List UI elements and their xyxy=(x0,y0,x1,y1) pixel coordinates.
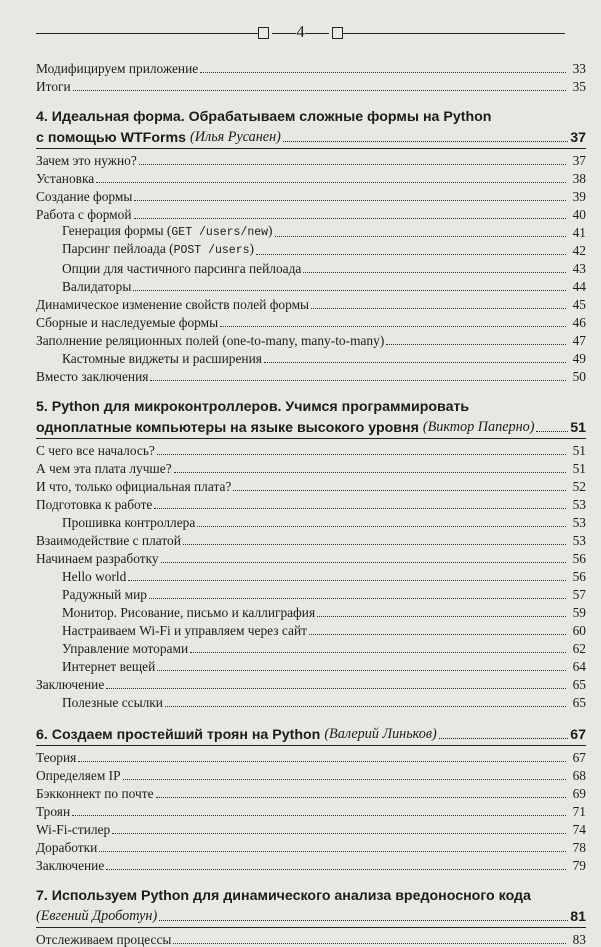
toc-entry[interactable] xyxy=(36,620,586,638)
toc-entry-page: 74 xyxy=(572,822,586,837)
dot-leader xyxy=(233,489,566,491)
dot-leader xyxy=(133,289,566,291)
dot-leader xyxy=(386,343,566,345)
section-title-line2: с помощью WTForms xyxy=(36,130,187,146)
toc-entry-page: 44 xyxy=(572,279,586,294)
toc-entry[interactable] xyxy=(36,837,586,855)
toc-entry[interactable] xyxy=(36,222,586,240)
toc-entry-page: 65 xyxy=(572,677,586,692)
toc-entry[interactable] xyxy=(36,656,586,674)
toc-entry-page: 57 xyxy=(572,587,586,602)
dot-leader xyxy=(73,89,566,91)
toc-entry-page: 37 xyxy=(572,153,586,168)
toc-entry[interactable] xyxy=(36,819,586,837)
section-author: (Илья Русанен) xyxy=(190,129,281,145)
dot-leader xyxy=(264,361,566,363)
dot-leader xyxy=(256,253,566,255)
toc-entry-page: 56 xyxy=(572,551,586,566)
toc-entry-page: 40 xyxy=(572,207,586,222)
toc-entry-title: Создание формы xyxy=(36,189,133,204)
dot-leader xyxy=(96,181,566,183)
toc-entry-page: 67 xyxy=(572,750,586,765)
toc-entry-page: 45 xyxy=(572,297,586,312)
toc-entry-title-after: ) xyxy=(268,223,273,238)
toc-entry[interactable] xyxy=(36,294,586,312)
section-heading[interactable] xyxy=(36,127,586,146)
section-rule xyxy=(36,745,586,746)
toc-entry-page: 51 xyxy=(572,443,586,458)
dot-leader xyxy=(303,271,566,273)
section-author: (Валерий Линьков) xyxy=(324,726,437,742)
toc-entry-page: 52 xyxy=(572,479,586,494)
dot-leader xyxy=(174,471,566,473)
toc-entry-page: 53 xyxy=(572,515,586,530)
toc-entry-title: Итоги xyxy=(36,79,71,94)
dot-leader xyxy=(161,561,566,563)
toc-entry-title: Wi-Fi-стилер xyxy=(36,822,111,837)
dot-leader xyxy=(200,71,566,73)
dot-leader xyxy=(78,760,566,762)
toc-entry[interactable] xyxy=(36,602,586,620)
dot-leader xyxy=(157,453,566,455)
dot-leader xyxy=(112,832,566,834)
toc-entry-title: Зачем это нужно? xyxy=(36,153,137,168)
toc-entry-page: 46 xyxy=(572,315,586,330)
toc-entry-page: 53 xyxy=(572,533,586,548)
toc-entry[interactable] xyxy=(36,929,586,947)
dot-leader xyxy=(106,687,566,689)
section-heading[interactable] xyxy=(36,906,586,925)
toc-entry[interactable] xyxy=(36,530,586,548)
section-page: 67 xyxy=(570,727,586,743)
dot-leader xyxy=(190,651,566,653)
dot-leader xyxy=(197,525,566,527)
toc-entry-title: Hello world xyxy=(62,569,127,584)
section-rule xyxy=(36,927,586,928)
toc-entry-title: Установка xyxy=(36,171,95,186)
toc-entry-page: 83 xyxy=(572,932,586,947)
dot-leader xyxy=(149,597,566,599)
toc-entry-title: Полезные ссылки xyxy=(62,695,163,710)
toc-entry-page: 68 xyxy=(572,768,586,783)
dot-leader xyxy=(156,796,566,798)
toc-entry[interactable] xyxy=(36,674,586,692)
toc-entry-title: Троян xyxy=(36,804,71,819)
dot-leader xyxy=(173,942,566,944)
toc-entry[interactable] xyxy=(36,512,586,530)
toc-entry-title: Заключение xyxy=(36,677,105,692)
toc-entry[interactable] xyxy=(36,366,586,384)
section-rule xyxy=(36,438,586,439)
dot-leader xyxy=(275,235,567,237)
dot-leader xyxy=(439,737,568,739)
toc-entry[interactable] xyxy=(36,783,586,801)
dot-leader xyxy=(139,163,566,165)
dot-leader xyxy=(99,850,566,852)
toc-entry-title xyxy=(62,241,256,258)
toc-entry-page: 53 xyxy=(572,497,586,512)
section-title: 6. Создаем простейший троян на Python xyxy=(36,727,321,743)
dot-leader xyxy=(72,814,566,816)
toc-entry-title: Радужный мир xyxy=(62,587,147,602)
toc-entry-title: Интернет вещей xyxy=(62,659,156,674)
section-title-line1[interactable]: 5. Python для микроконтроллеров. Учимся программировать xyxy=(36,399,470,415)
toc-entry-page: 42 xyxy=(572,243,586,258)
dot-leader xyxy=(106,868,566,870)
toc-entry[interactable] xyxy=(36,258,586,276)
toc-entry-title xyxy=(62,223,275,240)
toc-entry-page: 56 xyxy=(572,569,586,584)
toc-entry-title: Валидаторы xyxy=(62,279,132,294)
toc-entry[interactable] xyxy=(36,150,586,168)
dot-leader xyxy=(283,140,568,142)
toc-entry-page: 50 xyxy=(572,369,586,384)
toc-entry[interactable] xyxy=(36,458,586,476)
toc-entry-code: POST /users xyxy=(173,244,250,257)
toc-entry-page: 41 xyxy=(572,225,586,240)
toc-entry[interactable] xyxy=(36,276,586,294)
toc-entry[interactable] xyxy=(36,240,586,258)
toc-entry[interactable] xyxy=(36,566,586,584)
toc-entry-title: Доработки xyxy=(36,840,98,855)
toc-entry[interactable] xyxy=(36,476,586,494)
toc-entry-title: Модифицируем приложение xyxy=(36,61,199,76)
dot-leader xyxy=(123,778,566,780)
toc-entry[interactable] xyxy=(36,186,586,204)
toc-entry-page: 43 xyxy=(572,261,586,276)
dot-leader xyxy=(165,705,566,707)
toc-entry-title: Теория xyxy=(36,750,77,765)
toc-entry-title: Кастомные виджеты и расширения xyxy=(62,351,262,366)
dot-leader xyxy=(311,307,566,309)
toc-entry[interactable] xyxy=(36,548,586,566)
toc-entry-title: Подготовка к работе xyxy=(36,497,153,512)
dot-leader xyxy=(134,199,566,201)
toc-entry-page: 39 xyxy=(572,189,586,204)
section-rule xyxy=(36,148,586,149)
toc-entry-page: 35 xyxy=(572,79,586,94)
toc-entry-title: Начинаем разработку xyxy=(36,551,159,566)
dot-leader xyxy=(157,669,566,671)
toc-entry-title-text: Парсинг пейлоада ( xyxy=(62,241,174,256)
toc-entry-title: Монитор. Рисование, письмо и каллиграфия xyxy=(62,605,316,620)
toc-entry-page: 78 xyxy=(572,840,586,855)
toc-entry[interactable] xyxy=(36,330,586,348)
dot-leader xyxy=(309,633,566,635)
toc-entry-title: Настраиваем Wi-Fi и управляем через сайт xyxy=(62,623,307,638)
toc-entry[interactable] xyxy=(36,440,586,458)
dot-leader xyxy=(134,217,566,219)
dot-leader xyxy=(536,430,568,432)
table-of-contents xyxy=(36,58,586,947)
toc-entry-page: 64 xyxy=(572,659,586,674)
toc-entry-title: Заполнение реляционных полей (one-to-many, many-to-many) xyxy=(36,333,385,348)
toc-entry-page: 65 xyxy=(572,695,586,710)
toc-entry[interactable] xyxy=(36,348,586,366)
dot-leader xyxy=(159,919,568,921)
section-title-line1[interactable]: 7. Используем Python для динамического анализа вредоносного кода xyxy=(36,888,531,904)
dot-leader xyxy=(220,325,566,327)
toc-entry[interactable] xyxy=(36,168,586,186)
toc-entry[interactable] xyxy=(36,765,586,783)
toc-entry[interactable] xyxy=(36,312,586,330)
section-title-line1[interactable]: 4. Идеальная форма. Обрабатываем сложные формы на Python xyxy=(36,109,492,125)
section-page: 81 xyxy=(570,909,586,925)
dot-leader xyxy=(128,579,566,581)
toc-entry[interactable] xyxy=(36,801,586,819)
toc-entry[interactable] xyxy=(36,584,586,602)
toc-entry-title: А чем эта плата лучше? xyxy=(36,461,172,476)
section-page: 37 xyxy=(570,130,586,146)
dot-leader xyxy=(183,543,566,545)
toc-entry-title: Прошивка контроллера xyxy=(62,515,196,530)
toc-entry-page: 71 xyxy=(572,804,586,819)
page-number: 4 xyxy=(296,22,305,41)
dot-leader xyxy=(150,379,566,381)
toc-section xyxy=(36,108,586,384)
toc-entry-title: Бэкконнект по почте xyxy=(36,786,154,801)
toc-entry-page: 59 xyxy=(572,605,586,620)
toc-entry-title-after: ) xyxy=(249,241,254,256)
toc-entry[interactable] xyxy=(36,76,586,94)
page-header xyxy=(36,24,565,44)
toc-entry-code: GET /users/new xyxy=(171,226,269,239)
dot-leader xyxy=(154,507,566,509)
toc-entry-page: 38 xyxy=(572,171,586,186)
section-heading[interactable] xyxy=(36,724,586,743)
toc-entry-title: И что, только официальная плата? xyxy=(36,479,232,494)
toc-section xyxy=(36,887,586,947)
toc-entry[interactable] xyxy=(36,204,586,222)
toc-entry-title: Сборные и наследуемые формы xyxy=(36,315,219,330)
toc-entry-page: 62 xyxy=(572,641,586,656)
toc-entry-title-text: Генерация формы ( xyxy=(62,223,172,238)
toc-entry-title: Опции для частичного парсинга пейлоада xyxy=(62,261,302,276)
toc-entry[interactable] xyxy=(36,494,586,512)
toc-entry-title: С чего все началось? xyxy=(36,443,155,458)
section-title-line2: одноплатные компьютеры на языке высокого уровня xyxy=(36,420,419,436)
toc-entry-page: 60 xyxy=(572,623,586,638)
toc-entry[interactable] xyxy=(36,747,586,765)
toc-entry-title: Определяем IP xyxy=(36,768,121,783)
toc-entry[interactable] xyxy=(36,58,586,76)
toc-entry-page: 49 xyxy=(572,351,586,366)
toc-entry-page: 47 xyxy=(572,333,586,348)
toc-entry-title: Отслеживаем процессы xyxy=(36,932,172,947)
toc-entry[interactable] xyxy=(36,855,586,873)
toc-entry-page: 33 xyxy=(572,61,586,76)
section-heading[interactable] xyxy=(36,417,586,436)
toc-entry[interactable] xyxy=(36,692,586,710)
toc-section xyxy=(36,724,586,873)
toc-entry-page: 51 xyxy=(572,461,586,476)
toc-entry-title: Управление моторами xyxy=(62,641,189,656)
toc-entry-title: Взаимодействие с платой xyxy=(36,533,181,548)
toc-section xyxy=(36,398,586,710)
toc-entry-page: 69 xyxy=(572,786,586,801)
toc-entry-title: Заключение xyxy=(36,858,105,873)
section-page: 51 xyxy=(570,420,586,436)
section-author: (Виктор Паперно) xyxy=(422,419,535,435)
toc-entry-title: Работа с формой xyxy=(36,207,132,222)
toc-entry-title: Динамическое изменение свойств полей формы xyxy=(36,297,310,312)
section-author: (Евгений Дроботун) xyxy=(36,908,158,924)
dot-leader xyxy=(317,615,566,617)
toc-entry-page: 79 xyxy=(572,858,586,873)
toc-entry-title: Вместо заключения xyxy=(36,369,149,384)
toc-entry[interactable] xyxy=(36,638,586,656)
